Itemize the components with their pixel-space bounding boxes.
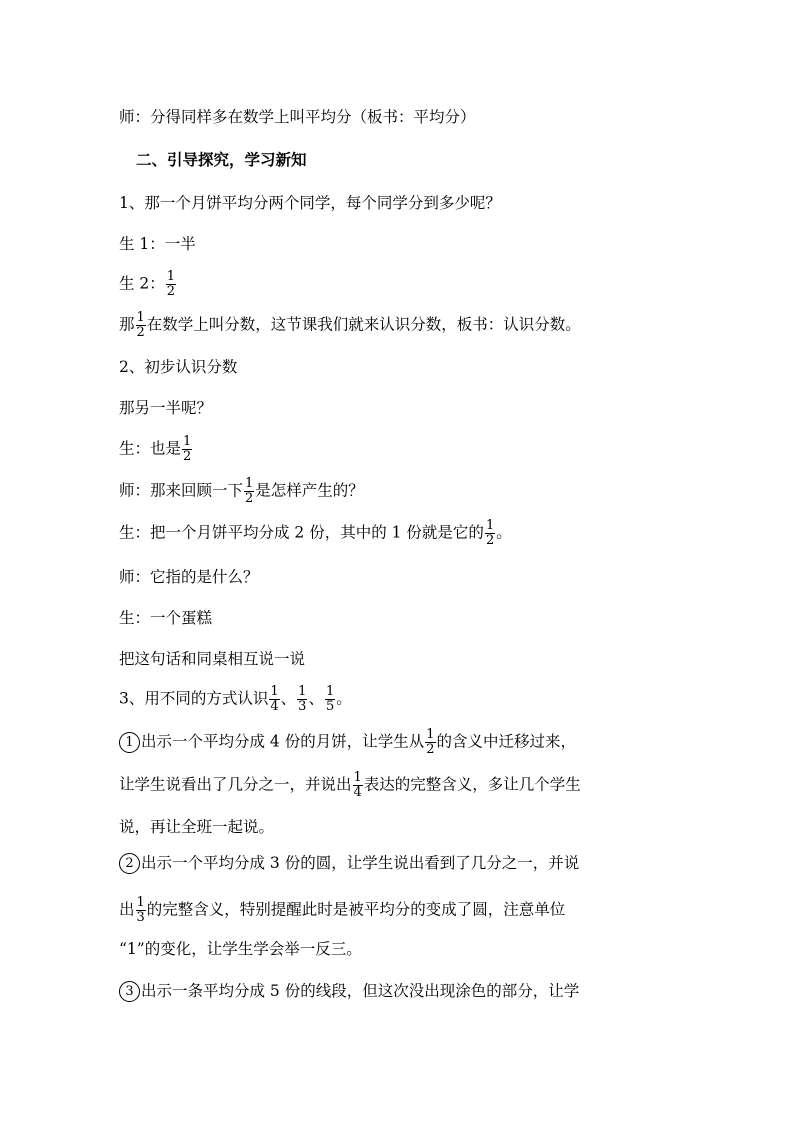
line-text: 生：一个蛋糕 <box>119 609 213 627</box>
text-line <box>119 311 704 340</box>
line-text: 师：分得同样多在数学上叫平均分（板书：平均分） <box>119 108 476 126</box>
line-text: 生：把一个月饼平均分成 2 份，其中的 1 份就是它的 <box>119 523 484 542</box>
text-line <box>119 852 704 874</box>
fraction-one-half: $\frac{1}{2}$ <box>166 269 176 299</box>
text-line <box>119 106 704 128</box>
text-line <box>119 477 704 506</box>
text-line <box>119 435 704 464</box>
fraction-one-quarter: $\frac{1}{4}$ <box>270 684 279 714</box>
text-line <box>119 566 704 588</box>
text-line <box>119 192 704 214</box>
text-line <box>119 356 704 378</box>
fraction-one-half: $\frac{1}{2}$ <box>426 727 435 757</box>
circled-number-1: 1 <box>119 732 140 753</box>
text-line <box>119 816 704 838</box>
line-text: 是怎样产生的？ <box>255 481 364 500</box>
fraction-one-third: $\frac{1}{3}$ <box>298 684 307 714</box>
circled-number-3: 3 <box>119 981 140 1002</box>
fraction-one-half: $\frac{1}{2}$ <box>183 434 192 464</box>
text-line <box>119 728 704 757</box>
line-text: 把这句话和同桌相互说一说 <box>119 650 306 668</box>
circled-number-2: 2 <box>119 853 140 874</box>
line-text: 出 <box>119 900 135 919</box>
text-line <box>119 938 704 960</box>
line-text: 师：那来回顾一下 <box>119 481 244 500</box>
text-line <box>119 519 704 548</box>
line-text: 生：也是 <box>119 439 182 458</box>
line-text: 。 <box>496 523 512 542</box>
line-text: 出示一个平均分成 4 份的月饼，让学生从 <box>141 732 425 751</box>
line-text: 生 2： <box>119 274 165 293</box>
line-text: 那另一半呢？ <box>119 399 213 417</box>
heading-text: 二、引导探究，学习新知 <box>136 150 307 169</box>
line-text: 师：它指的是什么？ <box>119 568 259 586</box>
line-text: 在数学上叫分数，这节课我们就来认识分数，板书：认识分数。 <box>146 315 581 334</box>
line-text: 出示一个平均分成 3 份的圆，让学生说出看到了几分之一，并说 <box>141 854 580 872</box>
line-text: 1、那一个月饼平均分两个同学，每个同学分到多少呢？ <box>119 194 501 212</box>
text-line <box>119 685 704 714</box>
text-line <box>119 771 704 800</box>
fraction-one-half: $\frac{1}{2}$ <box>485 518 495 548</box>
line-text: 出示一条平均分成 5 份的线段，但这次没出现涂色的部分，让学 <box>141 982 580 1000</box>
line-text: 。 <box>336 689 352 708</box>
line-text: 、 <box>308 689 324 708</box>
text-line <box>119 980 704 1002</box>
text-line <box>119 397 704 419</box>
fraction-one-quarter: $\frac{1}{4}$ <box>353 770 362 800</box>
fraction-one-fifth: $\frac{1}{5}$ <box>325 684 335 714</box>
fraction-one-third: $\frac{1}{3}$ <box>136 895 145 925</box>
line-text: “1”的变化，让学生学会举一反三。 <box>119 940 362 958</box>
line-text: 的含义中迁移过来， <box>436 732 577 751</box>
text-line <box>119 896 704 925</box>
line-text: 3、用不同的方式认识 <box>119 689 269 708</box>
line-text: 、 <box>280 689 297 708</box>
line-text: 那 <box>119 315 135 334</box>
section-heading <box>136 149 704 171</box>
line-text: 生 1：一半 <box>119 235 196 253</box>
text-line <box>119 648 704 670</box>
line-text: 让学生说看出了几分之一，并说出 <box>119 775 352 794</box>
line-text: 表达的完整含义，多让几个学生 <box>363 775 581 794</box>
text-line <box>119 270 704 299</box>
line-text: 2、初步认识分数 <box>119 358 238 376</box>
line-text: 说，再让全班一起说。 <box>119 818 275 836</box>
text-line <box>119 607 704 629</box>
fraction-one-half: $\frac{1}{2}$ <box>136 310 145 340</box>
line-text: 的完整含义，特别提醒此时是被平均分的变成了圆，注意单位 <box>146 900 566 919</box>
fraction-one-half: $\frac{1}{2}$ <box>245 476 254 506</box>
text-line <box>119 233 704 255</box>
